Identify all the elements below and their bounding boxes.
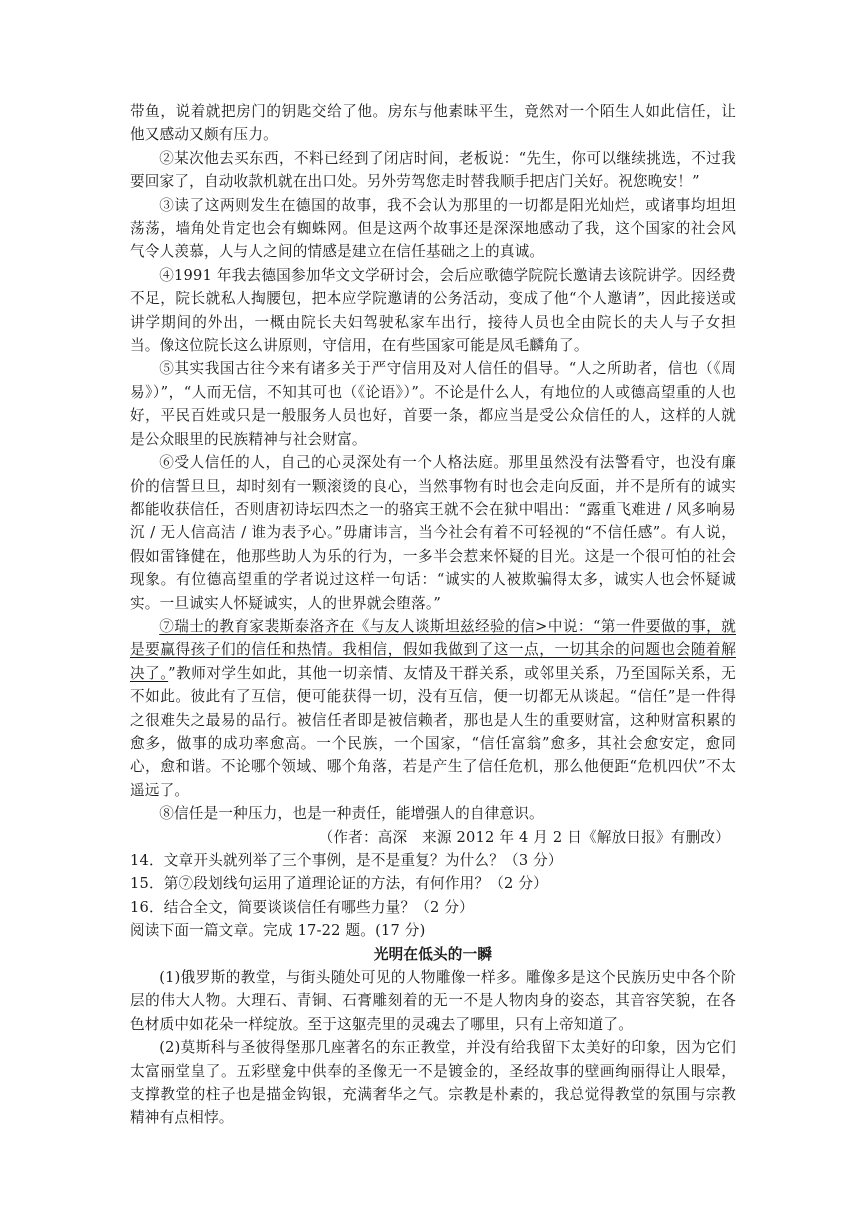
document-page [130, 100, 736, 1130]
paragraph-4: ④1991 年我去德国参加华文文学研讨会，会后应歌德学院院长邀请去该院讲学。因经费不足，院长就私人掏腰包，把本应学院邀请的公务活动，变成了他“个人邀请”，因此接送或讲学期间的外出，一概由院长夫妇驾驶私家车出行，接待人员也全由院长的夫人与子女担当。像这位院长这么讲原则，守信用，在有些国家可能是凤毛麟角了。 [130, 266, 736, 355]
paragraph-6: ⑥受人信任的人，自己的心灵深处有一个人格法庭。那里虽然没有法警看守，也没有廉价的信誓旦旦，却时刻有一颗滚烫的良心，当然事物有时也会走向反面，并不是所有的诚实都能收获信任，否则唐初诗坛四杰之一的骆宾王就不会在狱中唱出：“露重飞难进 / 风多响易沉 / 无人信高洁 / 谁为表予心。”毋庸讳言，当今社会有着不可轻视的“不信任感”。有人说，假如雷锋健在，他那些助人为乐的行为，一多半会惹来怀疑的目光。这是一个很可怕的社会现象。有位德高望重的学者说过这样一句话：“诚实的人被欺骗得太多，诚实人也会怀疑诚实。一旦诚实人怀疑诚实，人的世界就会堕落。” [130, 454, 736, 612]
article-title: 光明在低头的一瞬 [373, 945, 493, 963]
question-14: 14．文章开头就列举了三个事例，是不是重复？为什么？（3 分） [130, 852, 563, 869]
article-paragraph-2: (2)莫斯科与圣彼得堡那几座著名的东正教堂，并没有给我留下太美好的印象，因为它们太富丽堂皇了。五彩壁龛中供奉的圣像无一不是镀金的，圣经故事的壁画绚丽得让人眼晕，支撑教堂的柱子也是描金钩银，充满奢华之气。宗教是朴素的，我总觉得教堂的氛围与宗教精神有点相悖。 [130, 1039, 736, 1127]
paragraph-8: ⑧信任是一种压力，也是一种责任，能增强人的自律意识。 [159, 805, 544, 823]
paragraph-7 [130, 615, 736, 802]
paragraph-2: ②某次他去买东西，不料已经到了闭店时间，老板说：“先生，你可以继续挑选，不过我要回家了，自动收款机就在出口处。另外劳驾您走时替我顺手把店门关好。祝您晚安！” [130, 149, 736, 191]
paragraph-5: ⑤其实我国古往今来有诸多关于严守信用及对人信任的倡导。“人之所助者，信也（《周易》）”，“人而无信，不知其可也（《论语》）”。不论是什么人，有地位的人或德高望重的人也好，平民百姓或只是一般服务人员也好，首要一条，都应当是受公众信任的人，这样的人就是公众眼里的民族精神与社会财富。 [130, 360, 736, 448]
question-15: 15．第⑦段划线句运用了道理论证的方法，有何作用？（2 分） [130, 875, 548, 893]
source-citation: （作者：高深 来源 2012 年 4 月 2 日《解放日报》有删改） [318, 828, 730, 846]
question-16: 16．结合全文，简要谈谈信任有哪些力量？（2 分） [130, 898, 474, 916]
paragraph-7-rest: ”教师对学生如此，其他一切亲情、友情及干群关系，或邻里关系，乃至国际关系，无不如此。彼此有了互信，便可能获得一切，没有互信，便一切都无从谈起。“信任”是一件得之很难失之最易的品行。被信任者即是被信赖者，那也是人生的重要财富，这种财富积累的愈多，做事的成功率愈高。一个民族，一个国家，“信任富翁”愈多，其社会愈安定，愈同心，愈和谐。不论哪个领域、哪个角落，若是产生了信任危机，那么他便距“危机四伏”不太遥远了。 [130, 664, 736, 799]
paragraph-continuation: 带鱼，说着就把房门的钥匙交给了他。房东与他素昧平生，竟然对一个陌生人如此信任，让他又感动又颇有压力。 [130, 103, 736, 144]
underlined-sentence: ⑦瑞士的教育家裴斯泰洛齐在《与友人谈斯坦兹经验的信>中说：“第一件要做的事，就是要赢得孩子们的信任和热情。我相信，假如我做到了这一点，一切其余的问题也会随着解决了。 [130, 617, 736, 682]
paragraph-3: ③读了这两则发生在德国的故事，我不会认为那里的一切都是阳光灿烂，或诸事均坦坦荡荡，墙角处肯定也会有蜘蛛网。但是这两个故事还是深深地感动了我，这个国家的社会风气令人羡慕，人与人之间的情感是建立在信任基础之上的真诚。 [130, 196, 736, 261]
article-paragraph-1: (1)俄罗斯的教堂，与街头随处可见的人物雕像一样多。雕像多是这个民族历史中各个阶层的伟大人物。大理石、青铜、石膏雕刻着的无一不是人物肉身的姿态，其音容笑貌，在各色材质中如花朵一样绽放。至于这躯壳里的灵魂去了哪里，只有上帝知道了。 [130, 969, 736, 1033]
reading-instruction: 阅读下面一篇文章。完成 17-22 题。(17 分) [130, 922, 426, 940]
